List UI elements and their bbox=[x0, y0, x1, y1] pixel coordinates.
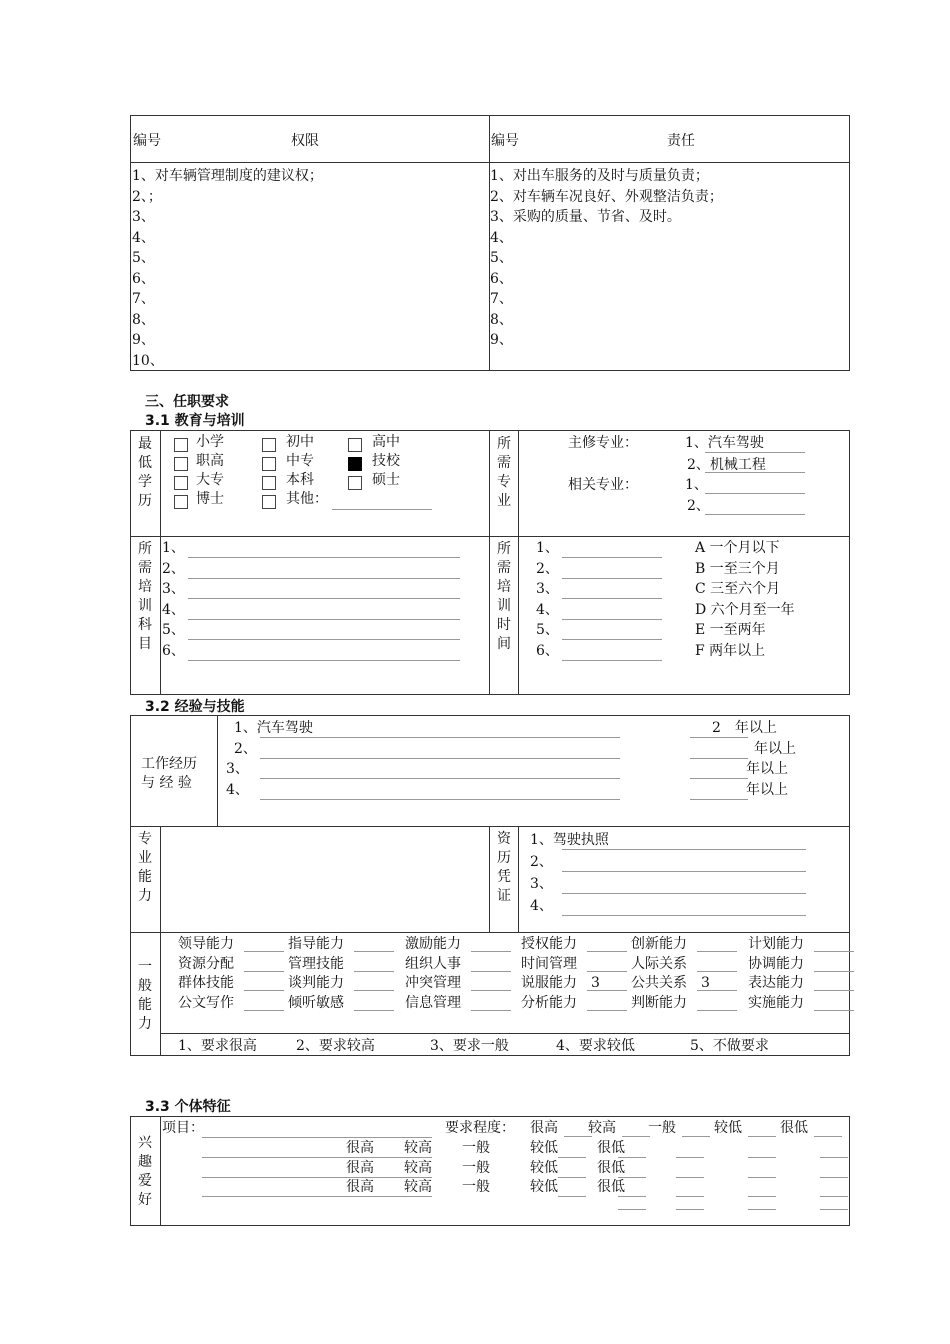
req-level: 较高 bbox=[404, 1179, 432, 1195]
duties-item: 3、采购的质量、节省、及时。 bbox=[490, 209, 681, 225]
duties-header: 责任 bbox=[667, 133, 695, 149]
duties-item: 7、 bbox=[490, 291, 513, 307]
ability-line bbox=[471, 951, 511, 952]
duties-item: 6、 bbox=[490, 270, 513, 287]
time-option: F 两年以上 bbox=[695, 642, 766, 659]
education-checkbox[interactable] bbox=[262, 476, 276, 490]
train-time-line bbox=[562, 639, 662, 640]
ability-line bbox=[814, 1010, 854, 1011]
req-header-item: 较低 bbox=[714, 1120, 742, 1136]
req-level: 很高 bbox=[346, 1159, 374, 1176]
general-ability-label: 一般能力 bbox=[138, 959, 152, 1032]
ability-line bbox=[587, 990, 627, 991]
req-blank-line bbox=[676, 1157, 704, 1158]
work-years-item: 年以上 bbox=[754, 740, 796, 757]
ability-line bbox=[587, 951, 627, 952]
education-option-label: 技校 bbox=[372, 453, 400, 469]
section-3-3-title: 3.3 个体特征 bbox=[145, 1099, 231, 1115]
major-related-1: 1、 bbox=[685, 477, 708, 493]
req-blank-line bbox=[618, 1209, 646, 1210]
ability-line bbox=[244, 990, 284, 991]
exp-row-line-1 bbox=[130, 826, 850, 827]
cert-item: 2、 bbox=[530, 854, 553, 870]
train-subject-item: 4、 bbox=[162, 601, 185, 618]
ability-line bbox=[697, 990, 737, 991]
ability-line bbox=[814, 971, 854, 972]
work-item: 4、 bbox=[226, 781, 249, 798]
interest-label: 兴趣爱好 bbox=[138, 1135, 152, 1208]
ability-line bbox=[354, 971, 394, 972]
exp-col-line-work bbox=[217, 715, 218, 826]
exp-col-line-left bbox=[160, 826, 161, 1056]
rights-item: 4、 bbox=[132, 229, 155, 246]
item-line bbox=[202, 1177, 432, 1178]
time-option: A 一个月以下 bbox=[695, 540, 780, 556]
education-option-label: 大专 bbox=[196, 472, 224, 488]
train-subject-line bbox=[188, 660, 460, 661]
ability-item: 时间管理 bbox=[521, 955, 577, 972]
major-main-label: 主修专业： bbox=[568, 435, 638, 451]
ability-line bbox=[814, 990, 854, 991]
train-subject-line bbox=[188, 619, 460, 620]
work-item: 1、汽车驾驶 bbox=[234, 720, 313, 736]
train-time-line bbox=[562, 578, 662, 579]
rights-header: 权限 bbox=[291, 133, 319, 149]
work-item-line bbox=[260, 799, 620, 800]
req-level: 较低 bbox=[530, 1140, 558, 1156]
section-3-2-title: 3.2 经验与技能 bbox=[145, 699, 245, 715]
exp-col-line-cert bbox=[518, 826, 519, 932]
rights-item: 2、； bbox=[132, 188, 162, 205]
work-years-item: 年以上 bbox=[746, 781, 788, 798]
train-time-item: 1、 bbox=[536, 540, 559, 556]
req-blank-line bbox=[820, 1196, 848, 1197]
major-related-2-line bbox=[705, 514, 805, 515]
train-subject-item: 5、 bbox=[162, 622, 185, 638]
time-option: C 三至六个月 bbox=[695, 581, 781, 597]
ability-line bbox=[471, 990, 511, 991]
table-header-line bbox=[130, 162, 850, 163]
certificate-label: 资历凭证 bbox=[497, 831, 511, 904]
professional-ability-label: 专业能力 bbox=[138, 831, 152, 904]
cert-item-line bbox=[562, 849, 806, 850]
education-checkbox[interactable] bbox=[348, 438, 362, 452]
exp-col-line-mid bbox=[489, 826, 490, 932]
education-option-label: 高中 bbox=[372, 434, 400, 450]
major-related-2: 2、 bbox=[687, 498, 710, 514]
req-blank-line bbox=[676, 1177, 704, 1178]
ability-item: 表达能力 bbox=[748, 975, 804, 991]
education-option-label: 其他： bbox=[286, 491, 328, 507]
req-header-item: 较高 bbox=[588, 1120, 616, 1136]
train-time-item: 2、 bbox=[536, 560, 559, 577]
education-option-label: 硕士 bbox=[372, 472, 400, 488]
req-header-line bbox=[682, 1136, 710, 1137]
ability-item: 分析能力 bbox=[521, 994, 577, 1011]
ability-line bbox=[814, 951, 854, 952]
ability-item: 激励能力 bbox=[405, 936, 461, 952]
req-blank-line bbox=[748, 1157, 776, 1158]
ability-item: 授权能力 bbox=[521, 936, 577, 952]
train-subject-line bbox=[188, 578, 460, 579]
item-line bbox=[202, 1196, 432, 1197]
work-item: 2、 bbox=[234, 740, 257, 757]
work-item: 3、 bbox=[226, 761, 249, 777]
level-item: 1、要求很高 bbox=[178, 1038, 257, 1054]
education-option-label: 小学 bbox=[196, 434, 224, 450]
education-checkbox[interactable] bbox=[262, 495, 276, 509]
ability-item: 群体技能 bbox=[178, 975, 234, 991]
rights-item: 7、 bbox=[132, 291, 155, 307]
req-blank-line bbox=[820, 1157, 848, 1158]
edu-row-line bbox=[130, 536, 850, 537]
level-item: 4、要求较低 bbox=[556, 1038, 635, 1054]
level-item: 5、不做要求 bbox=[690, 1038, 769, 1054]
ability-item: 倾听敏感 bbox=[288, 994, 344, 1011]
duties-item: 5、 bbox=[490, 250, 513, 266]
req-header-line bbox=[622, 1136, 650, 1137]
education-checkbox[interactable] bbox=[348, 457, 362, 471]
duties-no-header: 编号 bbox=[491, 133, 519, 149]
education-checkbox[interactable] bbox=[174, 457, 188, 471]
train-subject-line bbox=[188, 598, 460, 599]
level-legend bbox=[178, 1036, 838, 1056]
req-blank-line bbox=[558, 1196, 586, 1197]
req-blank-line bbox=[748, 1196, 776, 1197]
req-header-line bbox=[748, 1136, 776, 1137]
train-time-item: 5、 bbox=[536, 622, 559, 638]
time-option: E 一至两年 bbox=[695, 622, 766, 638]
ability-item: 公文写作 bbox=[178, 994, 234, 1011]
rights-item: 3、 bbox=[132, 209, 155, 225]
work-item-line bbox=[260, 758, 620, 759]
time-option: B 一至三个月 bbox=[695, 560, 780, 577]
education-checkbox[interactable] bbox=[174, 438, 188, 452]
ability-line bbox=[587, 1010, 627, 1011]
ability-item: 公共关系 3 bbox=[631, 975, 710, 991]
other-education-line bbox=[332, 509, 432, 510]
train-time-line bbox=[562, 557, 662, 558]
education-checkbox[interactable] bbox=[174, 495, 188, 509]
cert-item: 1、驾驶执照 bbox=[530, 832, 609, 848]
train-time-line bbox=[562, 619, 662, 620]
train-time-line bbox=[562, 598, 662, 599]
req-header-item: 一般 bbox=[648, 1120, 676, 1136]
train-time-line bbox=[562, 660, 662, 661]
ability-item: 谈判能力 bbox=[288, 975, 344, 991]
level-item: 3、要求一般 bbox=[430, 1038, 509, 1054]
duties-item: 9、 bbox=[490, 332, 513, 348]
train-subject-item: 3、 bbox=[162, 581, 185, 597]
ability-line bbox=[354, 990, 394, 991]
duties-item: 4、 bbox=[490, 229, 513, 246]
ability-line bbox=[587, 971, 627, 972]
req-level: 一般 bbox=[462, 1159, 490, 1176]
ability-item: 人际关系 bbox=[631, 955, 687, 972]
edu-col-line-1 bbox=[160, 430, 161, 695]
req-blank-line bbox=[618, 1196, 646, 1197]
req-rows bbox=[202, 1138, 850, 1218]
req-blank-line bbox=[748, 1177, 776, 1178]
req-label: 要求程度： bbox=[445, 1120, 515, 1136]
req-level: 一般 bbox=[462, 1140, 490, 1156]
education-option-label: 中专 bbox=[286, 453, 314, 469]
work-years-line bbox=[690, 737, 748, 738]
req-header-line bbox=[814, 1136, 842, 1137]
work-label-1: 工作经历 bbox=[141, 756, 197, 772]
duties-item: 2、对车辆车况良好、外观整洁负责； bbox=[490, 188, 723, 205]
work-years-line bbox=[690, 778, 748, 779]
req-level: 很高 bbox=[346, 1140, 374, 1156]
req-blank-line bbox=[558, 1157, 586, 1158]
req-blank-line bbox=[558, 1177, 586, 1178]
major-label: 所需专业 bbox=[497, 436, 511, 509]
rights-item: 9、 bbox=[132, 332, 155, 348]
work-item-line bbox=[260, 778, 620, 779]
ability-line bbox=[244, 1010, 284, 1011]
work-years-item: 年以上 bbox=[746, 761, 788, 777]
req-level: 一般 bbox=[462, 1179, 490, 1195]
exp-row-line-3 bbox=[160, 1033, 850, 1034]
ability-item: 信息管理 bbox=[405, 994, 461, 1011]
ability-item: 资源分配 bbox=[178, 955, 234, 972]
education-checkbox[interactable] bbox=[262, 457, 276, 471]
ability-item: 判断能力 bbox=[631, 994, 687, 1011]
ability-item: 组织人事 bbox=[405, 955, 461, 972]
ability-line bbox=[244, 971, 284, 972]
major-main-2: 2、机械工程 bbox=[687, 457, 766, 473]
req-level: 很低 bbox=[597, 1159, 625, 1176]
train-time-label: 所需培训时间 bbox=[497, 541, 511, 652]
exp-row-line-2 bbox=[130, 932, 850, 933]
req-level: 较低 bbox=[530, 1179, 558, 1195]
req-level: 较高 bbox=[404, 1140, 432, 1156]
duties-item: 8、 bbox=[490, 311, 513, 328]
req-level: 很高 bbox=[346, 1179, 374, 1195]
work-years-item: 2 年以上 bbox=[712, 720, 777, 736]
rights-item: 6、 bbox=[132, 270, 155, 287]
ability-item: 管理技能 bbox=[288, 955, 344, 972]
trait-col-line bbox=[160, 1116, 161, 1226]
edu-col-line-3 bbox=[518, 430, 519, 695]
major-main-1-line bbox=[705, 452, 805, 453]
ability-line bbox=[471, 1010, 511, 1011]
rights-no-header: 编号 bbox=[133, 133, 161, 149]
ability-line bbox=[697, 971, 737, 972]
train-subject-item: 2、 bbox=[162, 560, 185, 577]
ability-item: 协调能力 bbox=[748, 955, 804, 972]
edu-col-line-2 bbox=[489, 430, 490, 695]
ability-item: 指导能力 bbox=[288, 936, 344, 952]
req-header-item: 很高 bbox=[530, 1120, 558, 1136]
major-related-1-line bbox=[705, 493, 805, 494]
item-label: 项目： bbox=[162, 1120, 204, 1136]
rights-item: 10、 bbox=[132, 352, 164, 369]
work-item-line bbox=[260, 737, 620, 738]
train-subject-label: 所需培训科目 bbox=[138, 541, 152, 652]
section-3-1-title: 3.1 教育与培训 bbox=[145, 413, 245, 429]
train-time-item: 6、 bbox=[536, 642, 559, 659]
level-item: 2、要求较高 bbox=[296, 1038, 375, 1054]
education-checkbox[interactable] bbox=[348, 476, 362, 490]
ability-line bbox=[697, 1010, 737, 1011]
train-subject-line bbox=[188, 557, 460, 558]
ability-line bbox=[244, 951, 284, 952]
ability-item: 实施能力 bbox=[748, 994, 804, 1011]
cert-item: 3、 bbox=[530, 876, 553, 892]
education-options bbox=[170, 432, 470, 532]
education-option-label: 职高 bbox=[196, 453, 224, 469]
education-checkbox[interactable] bbox=[262, 438, 276, 452]
ability-item: 计划能力 bbox=[748, 936, 804, 952]
ability-line bbox=[354, 1010, 394, 1011]
req-blank-line bbox=[676, 1196, 704, 1197]
train-time-item: 4、 bbox=[536, 601, 559, 618]
cert-item-line bbox=[562, 893, 806, 894]
major-main-2-line bbox=[705, 472, 805, 473]
rights-item: 1、对车辆管理制度的建议权； bbox=[132, 168, 323, 184]
ability-item: 领导能力 bbox=[178, 936, 234, 952]
cert-item-line bbox=[562, 871, 806, 872]
major-related-label: 相关专业： bbox=[568, 477, 638, 493]
ability-line bbox=[697, 951, 737, 952]
req-blank-line bbox=[820, 1209, 848, 1210]
req-level: 较低 bbox=[530, 1159, 558, 1176]
item-line bbox=[202, 1157, 432, 1158]
education-option-label: 本科 bbox=[286, 472, 314, 488]
train-subject-item: 6、 bbox=[162, 642, 185, 659]
train-subject-item: 1、 bbox=[162, 540, 185, 556]
req-blank-line bbox=[748, 1209, 776, 1210]
req-level: 很低 bbox=[597, 1140, 625, 1156]
cert-item-line bbox=[562, 915, 806, 916]
ability-line bbox=[354, 951, 394, 952]
req-blank-line bbox=[820, 1177, 848, 1178]
duties-item: 1、对出车服务的及时与质量负责； bbox=[490, 168, 709, 184]
req-header-item: 很低 bbox=[780, 1120, 808, 1136]
ability-grid bbox=[178, 934, 848, 1030]
req-header bbox=[530, 1118, 850, 1138]
req-blank-line bbox=[676, 1209, 704, 1210]
major-main-1: 1、汽车驾驶 bbox=[685, 435, 764, 451]
rights-item: 8、 bbox=[132, 311, 155, 328]
min-education-label: 最低学历 bbox=[138, 436, 152, 509]
train-subject-line bbox=[188, 639, 460, 640]
work-years-line bbox=[690, 758, 748, 759]
ability-item: 冲突管理 bbox=[405, 975, 461, 991]
train-time-item: 3、 bbox=[536, 581, 559, 597]
req-level: 较高 bbox=[404, 1159, 432, 1176]
cert-item: 4、 bbox=[530, 898, 553, 914]
work-label-2: 与 经 验 bbox=[141, 775, 192, 791]
education-checkbox[interactable] bbox=[174, 476, 188, 490]
education-option-label: 博士 bbox=[196, 491, 224, 507]
education-option-label: 初中 bbox=[286, 434, 314, 450]
work-years-line bbox=[690, 799, 748, 800]
req-level: 很低 bbox=[597, 1179, 625, 1195]
ability-item: 创新能力 bbox=[631, 936, 687, 952]
rights-item: 5、 bbox=[132, 250, 155, 266]
ability-line bbox=[471, 971, 511, 972]
section-title: 三、任职要求 bbox=[145, 394, 229, 410]
time-option: D 六个月至一年 bbox=[695, 601, 795, 618]
ability-item: 说服能力 3 bbox=[521, 975, 600, 991]
